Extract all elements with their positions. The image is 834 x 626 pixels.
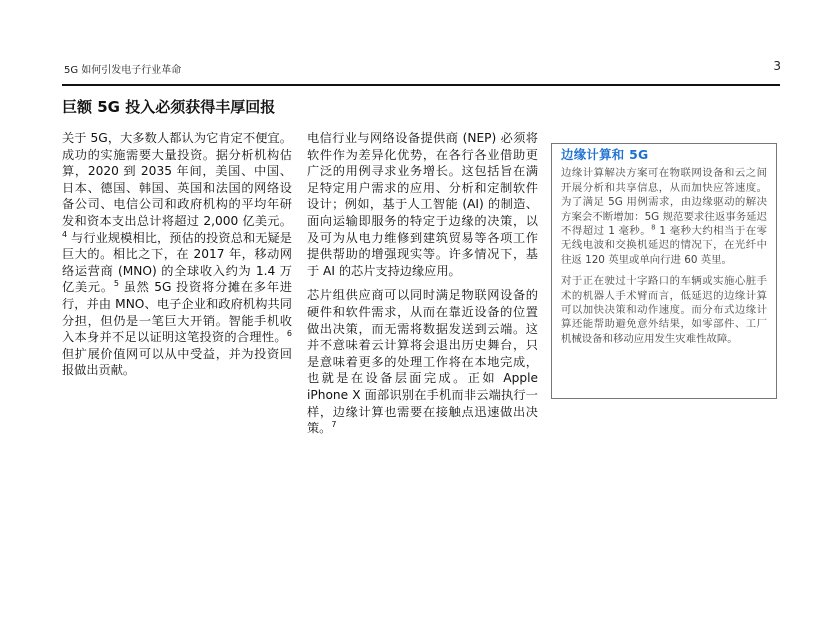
sidebar-paragraph	[561, 166, 767, 267]
section-heading: 巨额 5G 投入必须获得丰厚回报	[62, 98, 276, 116]
page-number: 3	[773, 59, 781, 73]
sidebar-text: 1 毫秒大约相当于在零无线电波和交换机延迟的情况下，在光纤中往返 120 英里或单向行进 60 英里。	[561, 225, 767, 266]
sidebar-text: 边缘计算解决方案可在物联网设备和云之间开展分析和共享信息，从而加快应答速度。为了满足 5G 用例需求，由边缘驱动的解决方案会不断增加：5G 规范要求往返事务延迟不得超过 1 毫秒。	[561, 167, 767, 238]
body-paragraph	[307, 287, 538, 436]
body-text: 芯片组供应商可以同时满足物联网设备的硬件和软件需求，从而在靠近设备的位置做出决策，而无需将数据发送到云端。这并不意味着云计算将会退出历史舞台，只是意味着更多的处理工作将在本地完成，也就是在设备层面完成。正如 Apple iPhone X 面部识别在手机而非云端执行一样，边缘计算也需要在接触点迅速做出决策。	[307, 288, 538, 436]
body-column-1	[62, 130, 292, 387]
footnote-ref: 7	[331, 420, 337, 430]
body-text: 关于 5G，大多数人都认为它肯定不便宜。成功的实施需要大量投资。据分析机构估算，2020 到 2035 年间，美国、中国、日本、德国、韩国、英国和法国的网络设备公司、电信公司和政府机构的平均年研发和资本支出总计将超过 2,000 亿美元。	[62, 131, 292, 228]
sidebar-paragraph: 对于正在驶过十字路口的车辆或实施心脏手术的机器人手术臂而言，低延迟的边缘计算可以加快决策和动作速度。而分布式边缘计算还能帮助避免意外结果，如零部件、工厂机械设备和移动应用发生灾难性故障。	[561, 275, 767, 345]
body-paragraph: 电信行业与网络设备提供商 (NEP) 必须将软件作为差异化优势，在各行各业借助更广泛的用例寻求业务增长。这包括旨在满足特定用户需求的应用、分析和定制软件设计；例如，基于人工智能 (AI) 的制造、面向运输即服务的特定于边缘的决策，以及可为从电力维修到建筑贸易等各项工作提供帮助的增强现实等。许多情况下，基于 AI 的芯片支持边缘应用。	[307, 131, 538, 278]
footnote-ref: 6	[286, 329, 292, 339]
running-header-title: 5G 如何引发电子行业革命	[64, 65, 182, 76]
footnote-ref: 4	[62, 229, 68, 239]
sidebar-title: 边缘计算和 5G	[561, 147, 649, 162]
body-text: 虽然 5G 投资将分摊在多年进行，并由 MNO、电子企业和政府机构共同分担，但仍是一笔巨大开销。智能手机收入本身并不足以证明这笔投资的合理性。	[62, 280, 292, 345]
body-text: 但扩展价值网可以从中受益，并为投资回报做出贡献。	[62, 346, 292, 378]
header-divider	[62, 84, 780, 86]
body-text: 与行业规模相比，预估的投资总和无疑是巨大的。相比之下，在 2017 年，移动网络运营商 (MNO) 的全球收入约为 1.4 万亿美元。	[62, 230, 292, 295]
body-paragraph	[62, 130, 292, 379]
body-column-2	[307, 130, 538, 445]
footnote-ref: 8	[651, 223, 656, 232]
footnote-ref: 5	[113, 279, 119, 289]
sidebar-box	[551, 143, 777, 399]
